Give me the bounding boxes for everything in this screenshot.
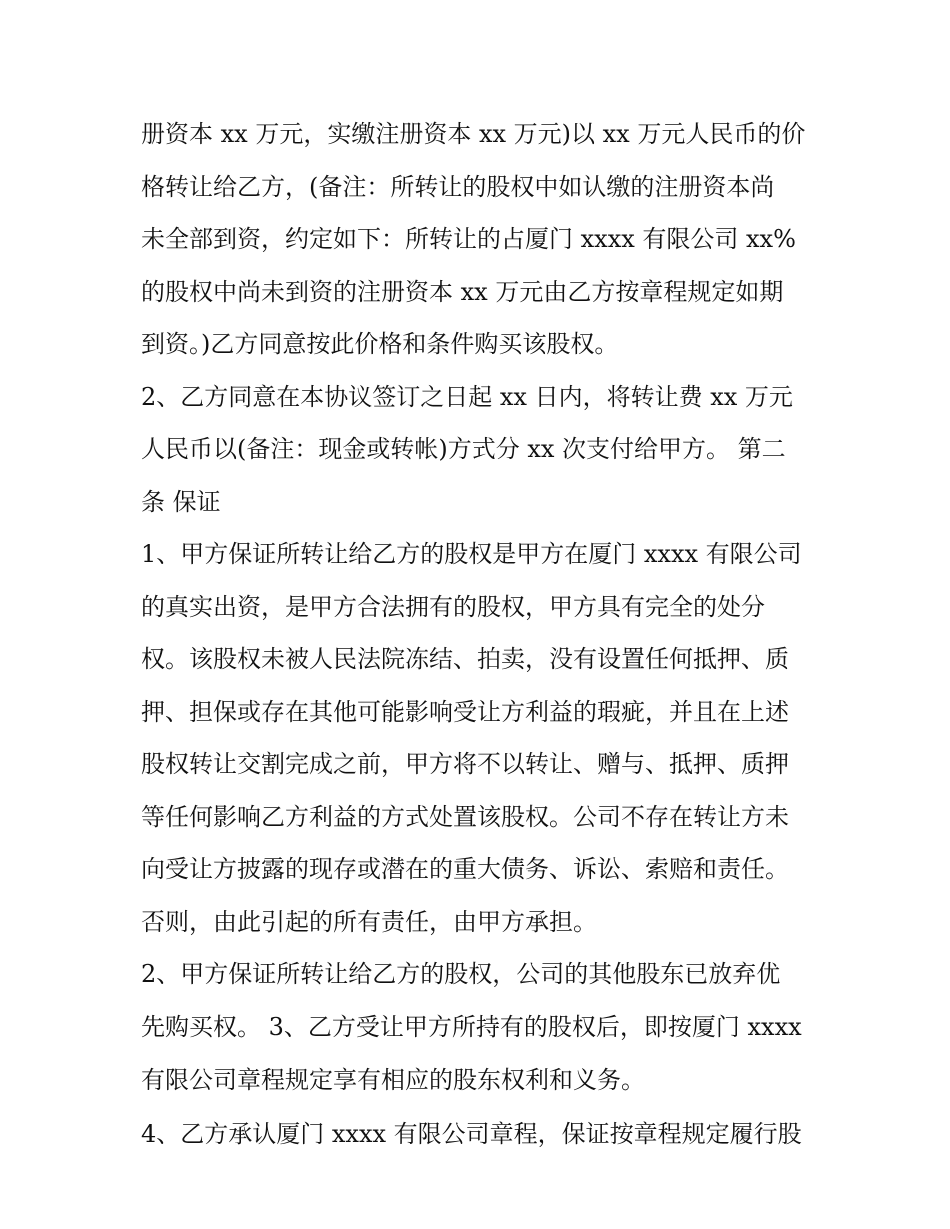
text-line-20: 4、乙方承认厦门 xxxx 有限公司章程，保证按章程规定履行股 <box>141 1119 802 1148</box>
text-line-15: 向受让方披露的现存或潜在的重大债务、诉讼、索赔和责任。 <box>141 855 789 883</box>
text-line-9: 1、甲方保证所转让给乙方的股权是甲方在厦门 xxxx 有限公司 <box>141 540 802 568</box>
text-line-6: 2、乙方同意在本协议签订之日起 xx 日内，将转让费 xx 万元 <box>141 382 793 411</box>
text-line-4: 的股权中尚未到资的注册资本 xx 万元由乙方按章程规定如期 <box>141 277 784 306</box>
text-line-16: 否则，由此引起的所有责任，由甲方承担。 <box>141 907 597 936</box>
text-line-12: 押、担保或存在其他可能影响受让方利益的瑕疵，并且在上述 <box>141 697 789 726</box>
text-line-10: 的真实出资，是甲方合法拥有的股权，甲方具有完全的处分 <box>141 592 765 621</box>
text-line-17: 2、甲方保证所转让给乙方的股权，公司的其他股东已放弃优 <box>141 960 781 988</box>
text-line-7: 人民币以(备注：现金或转帐)方式分 xx 次支付给甲方。 第二 <box>141 435 786 463</box>
contract-body-text <box>141 108 821 1160</box>
text-line-14: 等任何影响乙方利益的方式处置该股权。公司不存在转让方未 <box>141 802 789 831</box>
text-line-13: 股权转让交割完成之前，甲方将不以转让、赠与、抵押、质押 <box>141 750 789 778</box>
text-line-18: 先购买权。 3、乙方受让甲方所持有的股权后，即按厦门 xxxx <box>141 1012 802 1041</box>
text-line-11: 权。该股权未被人民法院冻结、拍卖，没有设置任何抵押、质 <box>141 645 789 673</box>
text-line-2: 格转让给乙方，(备注：所转让的股权中如认缴的注册资本尚 <box>141 172 775 201</box>
text-line-8: 条 保证 <box>141 487 221 516</box>
text-line-5: 到资。)乙方同意按此价格和条件购买该股权。 <box>141 330 619 358</box>
text-line-1: 册资本 xx 万元，实缴注册资本 xx 万元)以 xx 万元人民币的价 <box>141 120 806 148</box>
text-line-3: 未全部到资，约定如下：所转让的占厦门 xxxx 有限公司 xx% <box>141 225 796 253</box>
text-line-19: 有限公司章程规定享有相应的股东权利和义务。 <box>141 1066 645 1094</box>
